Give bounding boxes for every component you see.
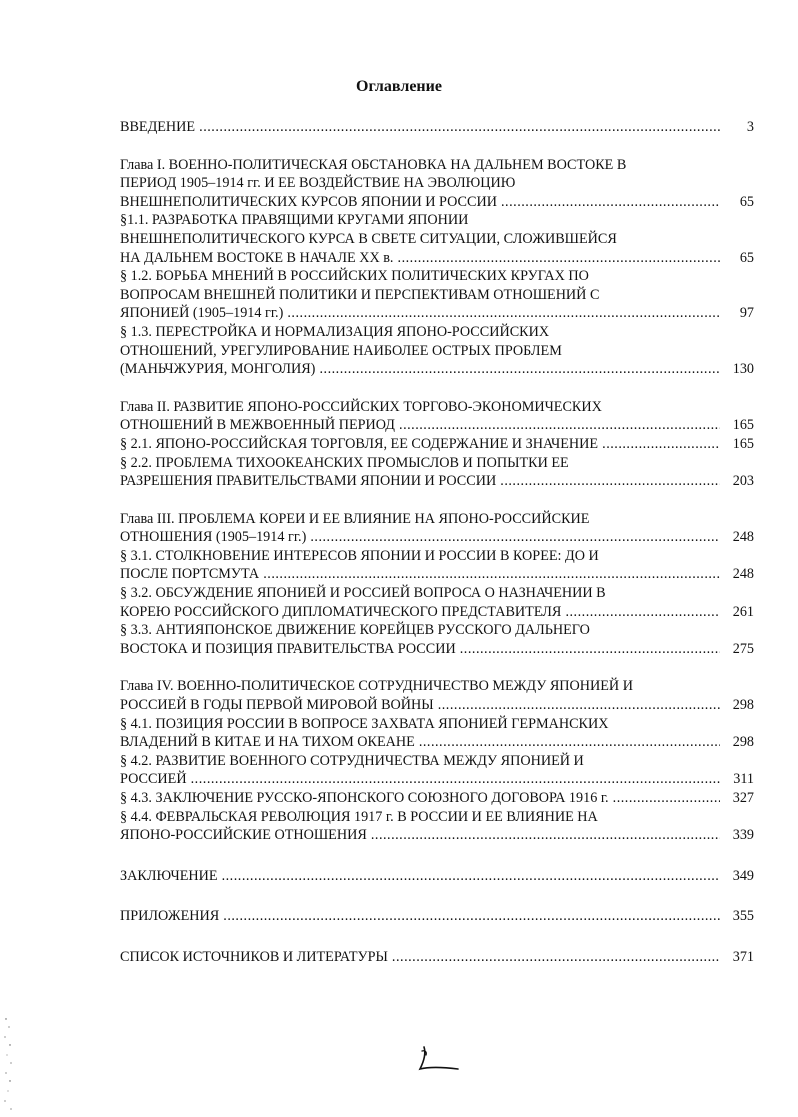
toc-entry-text: § 3.1. СТОЛКНОВЕНИЕ ИНТЕРЕСОВ ЯПОНИИ И РОССИИ В КОРЕЕ: ДО И xyxy=(120,547,599,564)
toc-entry-text: §1.1. РАЗРАБОТКА ПРАВЯЩИМИ КРУГАМИ ЯПОНИИ ВНЕШНЕПОЛИТИЧЕСКОГО КУРСА В СВЕТЕ СИТУАЦИИ, СЛОЖИВШЕЙСЯ xyxy=(120,212,617,247)
toc-entry-text: § 3.3. АНТИЯПОНСКОЕ ДВИЖЕНИЕ КОРЕЙЦЕВ РУССКОГО ДАЛЬНЕГО xyxy=(120,622,590,639)
toc-entry-label: ПРИЛОЖЕНИЯ ..... xyxy=(120,907,720,926)
toc-entry-section-4-4[interactable] xyxy=(120,808,760,845)
toc-entry-label: ЯПОНИЕЙ (1905–1914 гг.) ..... xyxy=(120,304,720,323)
page-title: Оглавление xyxy=(356,78,442,95)
toc-entry-page: 275 xyxy=(732,640,754,657)
toc-entry-page: 165 xyxy=(732,435,754,452)
toc-entry-chapter-4[interactable] xyxy=(120,677,760,714)
toc-entry-label: ЯПОНО-РОССИЙСКИЕ ОТНОШЕНИЯ ..... xyxy=(120,826,720,845)
toc-entry-label: ОТНОШЕНИЯ (1905–1914 гг.) ..... xyxy=(120,528,720,547)
toc-entry-page: 248 xyxy=(732,566,754,583)
toc-entry-page: 339 xyxy=(732,827,754,844)
toc-entry-label: ОТНОШЕНИЙ В МЕЖВОЕННЫЙ ПЕРИОД ..... xyxy=(120,416,720,435)
toc-entry-section-1-2[interactable] xyxy=(120,267,760,323)
toc-entry-section-3-2[interactable] xyxy=(120,584,760,621)
toc-entry-section-1-3[interactable] xyxy=(120,323,760,379)
toc-entry-text: § 2.2. ПРОБЛЕМА ТИХООКЕАНСКИХ ПРОМЫСЛОВ И ПОПЫТКИ ЕЕ xyxy=(120,454,569,471)
toc-entry-section-2-2[interactable] xyxy=(120,454,760,491)
toc-entry-label: ПОСЛЕ ПОРТСМУТА ..... xyxy=(120,565,720,584)
toc-entry-page: 371 xyxy=(732,948,754,965)
toc-entry-text: § 4.1. ПОЗИЦИЯ РОССИИ В ВОПРОСЕ ЗАХВАТА ЯПОНИЕЙ ГЕРМАНСКИХ xyxy=(120,715,609,732)
toc-entry-text: § 3.2. ОБСУЖДЕНИЕ ЯПОНИЕЙ И РОССИЕЙ ВОПРОСА О НАЗНАЧЕНИИ В xyxy=(120,585,606,602)
scan-noise-marks xyxy=(2,1015,16,1115)
toc-entry-page: 349 xyxy=(732,867,754,884)
toc-entry-page: 130 xyxy=(732,361,754,378)
toc-entry-page: 298 xyxy=(732,697,754,714)
toc-entry-label: СПИСОК ИСТОЧНИКОВ И ЛИТЕРАТУРЫ ..... xyxy=(120,948,720,967)
toc-entry-text: Глава III. ПРОБЛЕМА КОРЕИ И ЕЕ ВЛИЯНИЕ НА ЯПОНО-РОССИЙСКИЕ xyxy=(120,510,590,527)
toc-entry-label: § 4.3. ЗАКЛЮЧЕНИЕ РУССКО-ЯПОНСКОГО СОЮЗНОГО ДОГОВОРА 1916 г. ..... xyxy=(120,789,720,808)
toc-entry-section-3-3[interactable] xyxy=(120,621,760,658)
toc-entry-page: 65 xyxy=(739,249,754,266)
toc-entry-label: ВВЕДЕНИЕ ..... xyxy=(120,118,720,137)
toc-entry-page: 311 xyxy=(733,771,754,788)
toc-entry-chapter-2[interactable] xyxy=(120,398,760,435)
toc-entry-section-1-1[interactable] xyxy=(120,211,760,267)
toc-entry-text: § 1.3. ПЕРЕСТРОЙКА И НОРМАЛИЗАЦИЯ ЯПОНО-РОССИЙСКИХ ОТНОШЕНИЙ, УРЕГУЛИРОВАНИЕ НАИБОЛЕЕ ОСТРЫХ ПРОБЛЕМ xyxy=(120,323,562,359)
toc-entry-label: § 2.1. ЯПОНО-РОССИЙСКАЯ ТОРГОВЛЯ, ЕЕ СОДЕРЖАНИЕ И ЗНАЧЕНИЕ ..... xyxy=(120,435,720,454)
toc-entry-chapter-3[interactable] xyxy=(120,510,760,547)
toc-entry-conclusion[interactable] xyxy=(120,867,760,886)
handwritten-mark xyxy=(412,1043,462,1075)
toc-entry-text: Глава II. РАЗВИТИЕ ЯПОНО-РОССИЙСКИХ ТОРГОВО-ЭКОНОМИЧЕСКИХ xyxy=(120,398,602,415)
toc-entry-introduction[interactable] xyxy=(120,118,760,137)
toc-entry-label: (МАНЬЧЖУРИЯ, МОНГОЛИЯ) ..... xyxy=(120,360,720,379)
toc-entry-label: ВНЕШНЕПОЛИТИЧЕСКИХ КУРСОВ ЯПОНИИ И РОССИИ ..... xyxy=(120,193,720,212)
toc-entry-text: § 4.4. ФЕВРАЛЬСКАЯ РЕВОЛЮЦИЯ 1917 г. В РОССИИ И ЕЕ ВЛИЯНИЕ НА xyxy=(120,808,598,825)
toc-entry-section-4-1[interactable] xyxy=(120,715,760,752)
table-of-contents xyxy=(120,118,760,967)
toc-entry-label: РОССИЕЙ ..... xyxy=(120,770,720,789)
toc-entry-section-2-1[interactable] xyxy=(120,435,760,454)
toc-entry-label: ЗАКЛЮЧЕНИЕ ..... xyxy=(120,867,720,886)
toc-entry-page: 327 xyxy=(732,790,754,806)
toc-entry-page: 65 xyxy=(739,193,754,210)
toc-entry-section-4-3[interactable] xyxy=(120,789,760,808)
toc-entry-page: 97 xyxy=(739,305,754,322)
toc-entry-page: 261 xyxy=(732,603,754,620)
toc-entry-label: РОССИЕЙ В ГОДЫ ПЕРВОЙ МИРОВОЙ ВОЙНЫ ..... xyxy=(120,696,720,715)
toc-entry-label: ВОСТОКА И ПОЗИЦИЯ ПРАВИТЕЛЬСТВА РОССИИ ..... xyxy=(120,640,720,659)
toc-entry-bibliography[interactable] xyxy=(120,948,760,967)
toc-entry-appendices[interactable] xyxy=(120,907,760,926)
toc-entry-text: § 1.2. БОРЬБА МНЕНИЙ В РОССИЙСКИХ ПОЛИТИЧЕСКИХ КРУГАХ ПО ВОПРОСАМ ВНЕШНЕЙ ПОЛИТИКИ И ПЕРСПЕКТИВАМ ОТНОШЕНИЙ С xyxy=(120,268,600,303)
toc-entry-label: КОРЕЮ РОССИЙСКОГО ДИПЛОМАТИЧЕСКОГО ПРЕДСТАВИТЕЛЯ ..... xyxy=(120,603,720,622)
toc-entry-label: ВЛАДЕНИЙ В КИТАЕ И НА ТИХОМ ОКЕАНЕ ..... xyxy=(120,733,720,752)
toc-entry-page: 355 xyxy=(732,908,754,925)
toc-entry-page: 3 xyxy=(746,119,754,135)
toc-entry-section-3-1[interactable] xyxy=(120,547,760,584)
toc-entry-page: 248 xyxy=(732,529,754,546)
toc-entry-label: НА ДАЛЬНЕМ ВОСТОКЕ В НАЧАЛЕ XX в. ..... xyxy=(120,249,720,268)
toc-entry-text: Глава IV. ВОЕННО-ПОЛИТИЧЕСКОЕ СОТРУДНИЧЕСТВО МЕЖДУ ЯПОНИЕЙ И xyxy=(120,678,633,695)
toc-entry-text: Глава I. ВОЕННО-ПОЛИТИЧЕСКАЯ ОБСТАНОВКА НА ДАЛЬНЕМ ВОСТОКЕ В ПЕРИОД 1905–1914 гг. И ЕЕ ВОЗДЕЙСТВИЕ НА ЭВОЛЮЦИЮ xyxy=(120,156,627,192)
toc-entry-text: § 4.2. РАЗВИТИЕ ВОЕННОГО СОТРУДНИЧЕСТВА МЕЖДУ ЯПОНИЕЙ И xyxy=(120,752,584,769)
toc-entry-page: 298 xyxy=(732,734,754,751)
toc-entry-page: 203 xyxy=(732,473,754,490)
toc-entry-label: РАЗРЕШЕНИЯ ПРАВИТЕЛЬСТВАМИ ЯПОНИИ И РОССИИ ..... xyxy=(120,472,720,491)
toc-entry-section-4-2[interactable] xyxy=(120,752,760,789)
toc-entry-page: 165 xyxy=(732,417,754,434)
toc-entry-chapter-1[interactable] xyxy=(120,156,760,212)
